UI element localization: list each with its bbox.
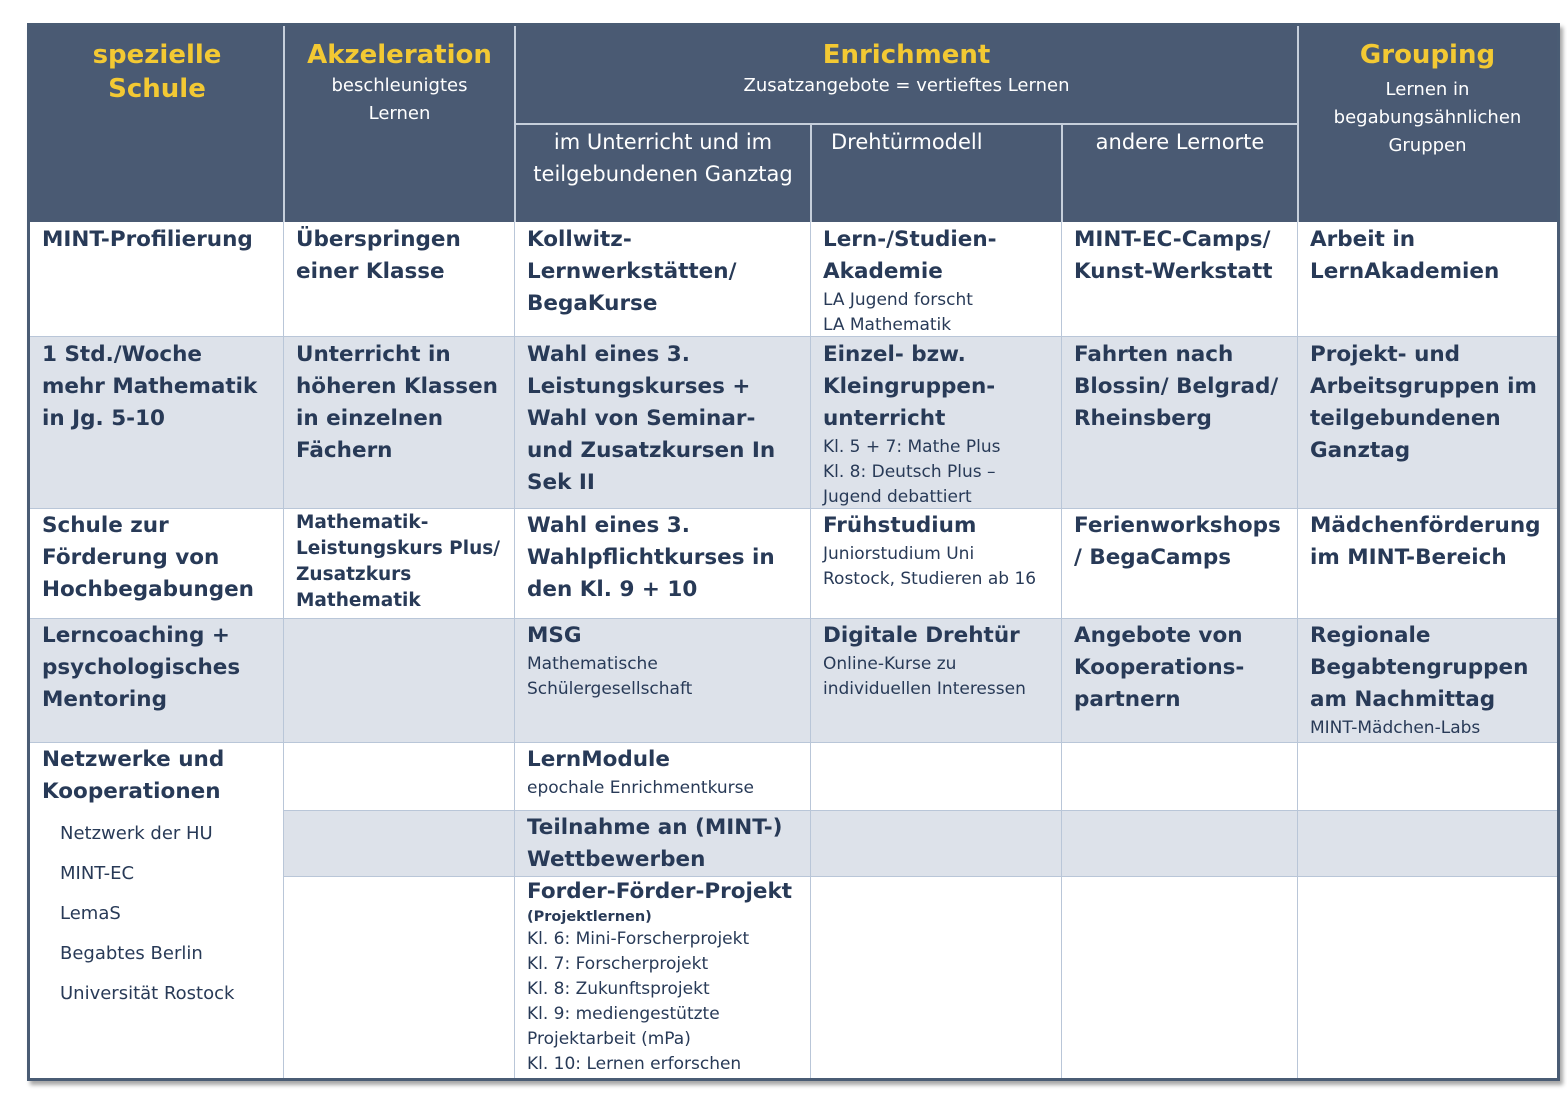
cell-title: Regionale Begabtengruppen am Nachmittag	[1310, 623, 1529, 712]
row1-spezielle-schule	[30, 224, 284, 256]
cell-title: Schule zur Förderung von Hochbegabungen	[42, 513, 254, 602]
cell-detail: Online-Kurse zu individuellen Interessen	[823, 654, 1026, 699]
cell-title: Angebote von Kooperations-partnern	[1074, 623, 1245, 712]
network-item: Begabtes Berlin	[60, 943, 203, 964]
header-akzeleration	[284, 26, 515, 222]
cell-title: Digitale Drehtür	[823, 623, 1020, 648]
wettbewerbe-cell	[515, 812, 811, 876]
header-drehtuermodell	[811, 124, 1062, 222]
cell-title: MINT-EC-Camps/ Kunst-Werkstatt	[1074, 227, 1273, 284]
network-item: LemaS	[60, 903, 121, 924]
cell-title: Ferienworkshops / BegaCamps	[1074, 513, 1281, 570]
col-title: Akzeleration	[307, 40, 492, 70]
row1-andere-lernorte	[1062, 224, 1298, 288]
cell-detail: Juniorstudium Uni Rostock, Studieren ab 16	[823, 544, 1037, 589]
subcol-title: im Unterricht und im teilgebundenen Ganztag	[533, 130, 793, 186]
col-title: Grouping	[1359, 40, 1496, 70]
cell-title: Unterricht in höheren Klassen in einzelnen Fächern	[296, 342, 498, 463]
cell-detail: Kl. 8: Deutsch Plus – Jugend debattiert	[823, 462, 996, 507]
cell-detail: LA Jugend forscht	[823, 290, 973, 310]
network-item: Netzwerk der HU	[60, 823, 213, 844]
header-enrichment	[515, 26, 1298, 124]
row4-spezielle-schule	[30, 620, 284, 716]
cell-title: Lern-/Studien-Akademie	[823, 227, 997, 284]
cell-title: Lerncoaching + psychologisches Mentoring	[42, 623, 241, 712]
cell-detail: MINT-Mädchen-Labs	[1310, 718, 1481, 738]
row3-im-unterricht	[515, 510, 811, 606]
row2-andere-lernorte	[1062, 339, 1298, 435]
cell-title: Einzel- bzw. Kleingruppen-unterricht	[823, 342, 996, 431]
row4-grouping	[1298, 620, 1557, 741]
row4-im-unterricht	[515, 620, 811, 702]
cell-title: Überspringen einer Klasse	[296, 227, 461, 284]
lernmodule-cell	[515, 744, 811, 801]
cell-title: Teilnahme an (MINT-) Wettbewerben	[527, 815, 783, 872]
cell-title: Arbeit in LernAkademien	[1310, 227, 1500, 284]
row1-grouping	[1298, 224, 1557, 288]
cell-title: MSG	[527, 623, 582, 648]
cell-title: Kollwitz-Lernwerkstätten/ BegaKurse	[527, 227, 737, 316]
forder-item: Kl. 6: Mini-Forscherprojekt	[527, 929, 750, 949]
cell-title: Mathematik-Leistungskurs Plus/ Zusatzkurs Mathematik	[296, 512, 501, 611]
subrow-wettbewerbe-bg	[284, 810, 1557, 876]
forder-cell	[515, 876, 811, 1077]
cell-title: Fahrten nach Blossin/ Belgrad/ Rheinsberg	[1074, 342, 1279, 431]
row2-akzeleration	[284, 339, 515, 467]
col-title: Enrichment	[822, 40, 991, 70]
cell-title: Frühstudium	[823, 513, 977, 538]
header-im-unterricht	[515, 124, 811, 222]
row2-grouping	[1298, 339, 1557, 467]
network-cell	[30, 744, 284, 1014]
row3-grouping	[1298, 510, 1557, 574]
network-item: MINT-EC	[60, 863, 135, 884]
forder-item: Kl. 8: Zukunftsprojekt	[527, 979, 710, 999]
cell-detail: Mathematische Schülergesellschaft	[527, 654, 693, 699]
header-andere-lernorte	[1062, 124, 1298, 222]
cell-title: MINT-Profilierung	[42, 227, 253, 252]
cell-title: Netzwerke und Kooperationen	[42, 747, 225, 804]
cell-detail: LA Mathematik	[823, 315, 952, 335]
row4-andere-lernorte	[1062, 620, 1298, 716]
cell-paren: (Projektlernen)	[527, 909, 652, 925]
cell-title: LernModule	[527, 747, 671, 772]
cell-detail: epochale Enrichmentkurse	[527, 778, 754, 798]
subcol-title: Drehtürmodell	[831, 130, 983, 154]
col-title: spezielle Schule	[92, 40, 222, 104]
row3-andere-lernorte	[1062, 510, 1298, 574]
cell-title: Forder-Förder-Projekt	[527, 879, 793, 904]
row2-drehtuer	[811, 339, 1062, 510]
cell-title: Wahl eines 3. Leistungskurses + Wahl von Seminar- und Zusatzkursen In Sek II	[527, 342, 776, 495]
subcol-title: andere Lernorte	[1095, 130, 1265, 154]
header-grouping	[1298, 26, 1557, 222]
cell-title: 1 Std./Woche mehr Mathematik in Jg. 5-10	[42, 342, 258, 431]
header-spezielle-schule	[30, 26, 284, 222]
row3-spezielle-schule	[30, 510, 284, 606]
row2-im-unterricht	[515, 339, 811, 499]
network-item: Universität Rostock	[60, 983, 235, 1004]
forder-item: Kl. 9: mediengestützte Projektarbeit (mPa)	[527, 1004, 720, 1049]
row1-akzeleration	[284, 224, 515, 288]
row3-drehtuer	[811, 510, 1062, 592]
col-subtitle: beschleunigtes Lernen	[331, 75, 468, 124]
cell-title: Projekt- und Arbeitsgruppen im teilgebundenen Ganztag	[1310, 342, 1537, 463]
row3-akzeleration	[284, 510, 515, 614]
forder-item: Kl. 10: Lernen erforschen	[527, 1054, 742, 1074]
row4-drehtuer	[811, 620, 1062, 702]
row2-spezielle-schule	[30, 339, 284, 435]
col-subtitle: Lernen in begabungsähnlichen Gruppen	[1333, 79, 1522, 156]
forder-item: Kl. 7: Forscherprojekt	[527, 954, 709, 974]
cell-title: Mädchenförderung im MINT-Bereich	[1310, 513, 1541, 570]
row1-im-unterricht	[515, 224, 811, 320]
row1-drehtuer	[811, 224, 1062, 338]
col-subtitle: Zusatzangebote = vertieftes Lernen	[743, 75, 1070, 96]
cell-title: Wahl eines 3. Wahlpflichtkurses in den Kl. 9 + 10	[527, 513, 775, 602]
cell-detail: Kl. 5 + 7: Mathe Plus	[823, 437, 1001, 457]
